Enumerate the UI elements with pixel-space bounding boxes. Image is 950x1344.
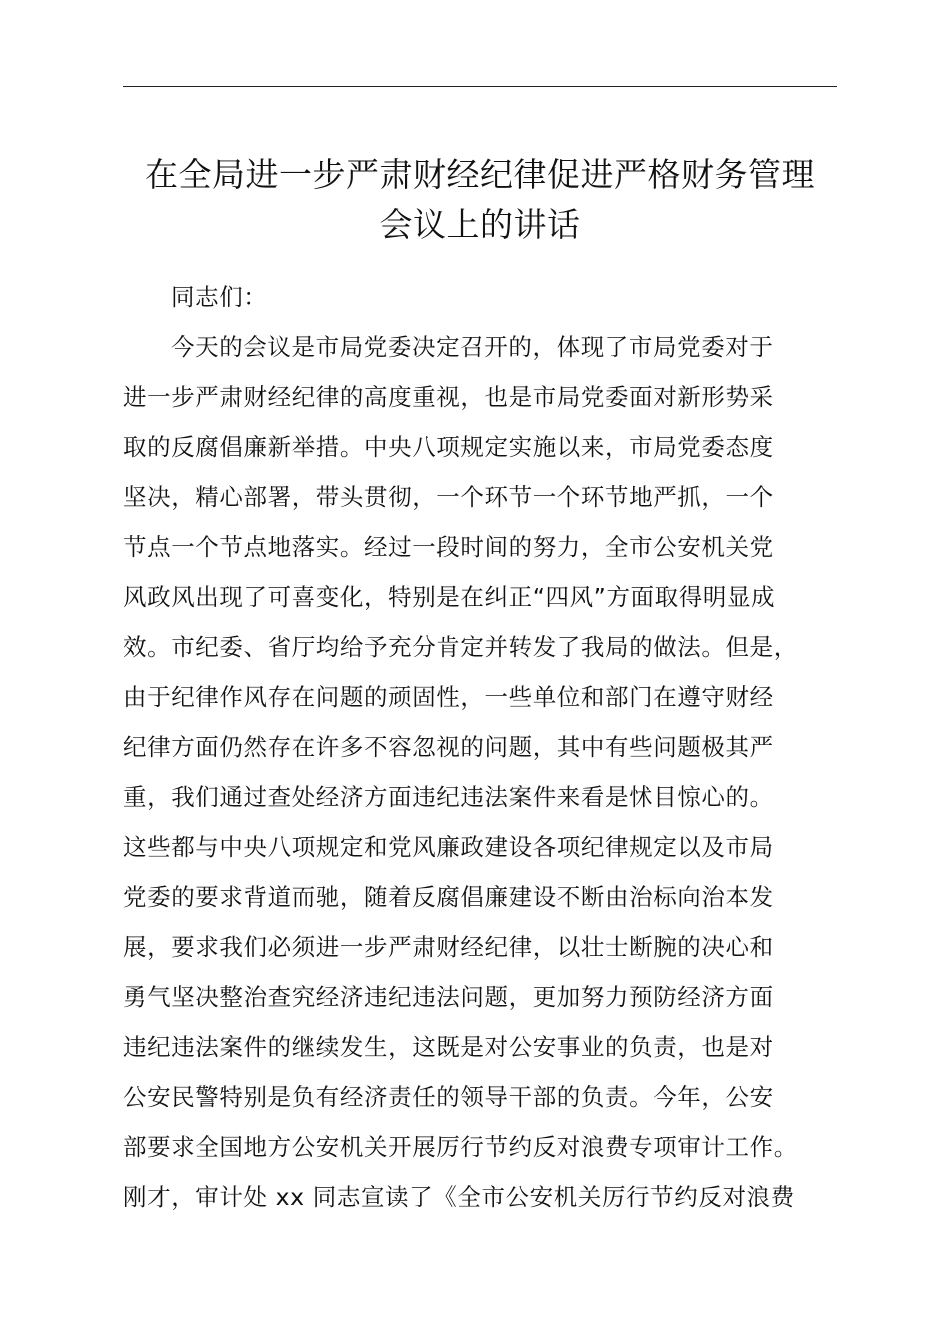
paragraph-line: 纪律方面仍然存在许多不容忽视的问题，其中有些问题极其严 bbox=[123, 733, 774, 761]
paragraph-line: 进一步严肃财经纪律的高度重视，也是市局党委面对新形势采 bbox=[123, 383, 774, 411]
paragraph-line: 节点一个节点地落实。经过一段时间的努力，全市公安机关党 bbox=[123, 533, 774, 561]
paragraph-line: 部要求全国地方公安机关开展厉行节约反对浪费专项审计工作。 bbox=[123, 1133, 798, 1161]
salutation: 同志们： bbox=[171, 283, 268, 311]
paragraph-line: 公安民警特别是负有经济责任的领导干部的负责。今年，公安 bbox=[123, 1083, 774, 1111]
paragraph-line: 刚才，审计处 xx 同志宣读了《全市公安机关厉行节约反对浪费 bbox=[123, 1183, 795, 1211]
paragraph-line: 坚决，精心部署，带头贯彻，一个环节一个环节地严抓，一个 bbox=[123, 483, 774, 511]
paragraph-line: 风政风出现了可喜变化，特别是在纠正“四风”方面取得明显成 bbox=[123, 583, 776, 611]
paragraph-line: 由于纪律作风存在问题的顽固性，一些单位和部门在遵守财经 bbox=[123, 683, 774, 711]
paragraph-line: 今天的会议是市局党委决定召开的，体现了市局党委对于 bbox=[171, 333, 774, 361]
paragraph-line: 效。市纪委、省厅均给予充分肯定并转发了我局的做法。但是， bbox=[123, 633, 798, 661]
title-line-1: 在全局进一步严肃财经纪律促进严格财务管理 bbox=[145, 155, 815, 194]
paragraph-line: 重，我们通过查处经济方面违纪违法案件来看是怵目惊心的。 bbox=[123, 783, 774, 811]
paragraph-line: 违纪违法案件的继续发生，这既是对公安事业的负责，也是对 bbox=[123, 1033, 774, 1061]
paragraph-line: 这些都与中央八项规定和党风廉政建设各项纪律规定以及市局 bbox=[123, 833, 774, 861]
paragraph-line: 党委的要求背道而驰，随着反腐倡廉建设不断由治标向治本发 bbox=[123, 883, 774, 911]
header-rule bbox=[123, 86, 837, 87]
title-line-2: 会议上的讲话 bbox=[379, 205, 581, 244]
paragraph-line: 展，要求我们必须进一步严肃财经纪律，以壮士断腕的决心和 bbox=[123, 933, 774, 961]
document-title bbox=[110, 150, 850, 250]
paragraph-line: 勇气坚决整治查究经济违纪违法问题，更加努力预防经济方面 bbox=[123, 983, 774, 1011]
document-body bbox=[123, 272, 837, 1222]
paragraph-line: 取的反腐倡廉新举措。中央八项规定实施以来，市局党委态度 bbox=[123, 433, 774, 461]
